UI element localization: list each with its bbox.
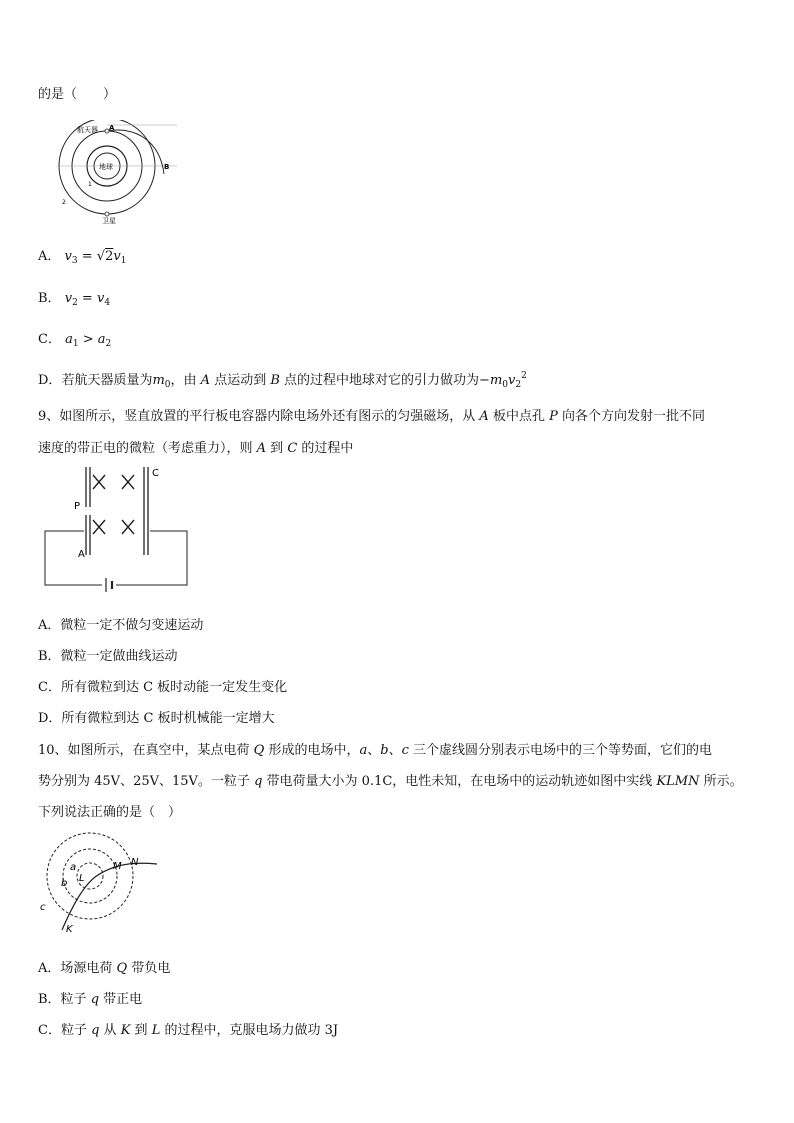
q10-stem-line3: 下列说法正确的是（ ） — [38, 805, 182, 820]
q8-label-earth: 地球 — [99, 163, 113, 171]
q9-label-A: A — [78, 549, 85, 560]
q8-label-A: A — [109, 124, 115, 132]
q9-option-a: A．微粒一定不做匀变速运动 — [38, 618, 204, 633]
q10-field-figure — [35, 830, 165, 940]
q8-option-c: C． $a_1 > a_2$ — [38, 332, 112, 349]
q8-stem-tail: 的是（ ） — [38, 87, 117, 102]
q10-label-c: c — [40, 902, 46, 913]
q9-label-C: C — [152, 468, 159, 479]
q8-label-1: 1 — [88, 181, 92, 188]
q10-label-M: M — [113, 861, 122, 872]
q8-label-satellite: 卫星 — [102, 217, 116, 225]
q9-option-b: B．微粒一定做曲线运动 — [38, 649, 178, 664]
q10-option-a: A．场源电荷 Q 带负电 — [38, 961, 171, 976]
q9-stem-line2: 速度的带正电的微粒（考虑重力），则 A 到 C 的过程中 — [38, 441, 354, 456]
q10-label-a: a — [70, 862, 77, 873]
q9-stem-line1: 9、如图所示，竖直放置的平行板电容器内除电场外还有图示的匀强磁场，从 A 板中点孔 P 向各个方向发射一批不同 — [38, 409, 705, 424]
q10-label-N: N — [131, 857, 139, 868]
q8-orbit-figure — [52, 120, 182, 225]
q10-option-c: C．粒子 q 从 K 到 L 的过程中，克服电场力做功 3J — [38, 1023, 339, 1038]
q10-stem-line2: 势分别为 45V、25V、15V。一粒子 q 带电荷量大小为 0.1C，电性未知，在电场中的运动轨迹如图中实线 KLMN 所示。 — [38, 774, 743, 789]
q10-option-b: B．粒子 q 带正电 — [38, 992, 143, 1007]
q8-label-B: B — [164, 163, 170, 171]
q8-label-spacecraft: 航天器 — [77, 126, 98, 134]
q9-option-d: D．所有微粒到达 C 板时机械能一定增大 — [38, 711, 275, 726]
q10-label-L: L — [79, 873, 85, 884]
q10-label-b: b — [61, 878, 68, 889]
q8-option-b: B． $v_2 = v_4$ — [38, 291, 111, 308]
q9-option-c: C．所有微粒到达 C 板时动能一定发生变化 — [38, 680, 288, 695]
q8-label-2: 2 — [62, 199, 66, 206]
q8-option-d: D．若航天器质量为$m_0$，由 A 点运动到 B 点的过程中地球对它的引力做功为$-m_0v_2^2$ — [38, 371, 527, 390]
q10-label-K: K — [66, 924, 73, 935]
q8-option-a: A． $v_3 = √2v_1$ — [38, 249, 127, 266]
q10-stem-line1: 10、如图所示，在真空中，某点电荷 Q 形成的电场中，a、b、c 三个虚线圆分别表示电场中的三个等势面，它们的电 — [38, 743, 713, 758]
q9-capacitor-figure — [40, 465, 195, 593]
q9-label-P: P — [74, 501, 81, 512]
